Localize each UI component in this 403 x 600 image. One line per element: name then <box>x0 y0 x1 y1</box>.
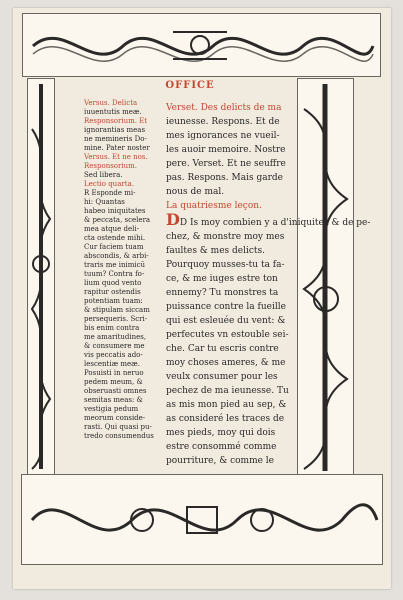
french-line: che. Car tu escris contre <box>166 344 279 354</box>
latin-line: bis enim contra <box>84 324 140 332</box>
latin-line: vis peccatis ado- <box>84 351 143 359</box>
french-line: Verset. Des delicts de ma <box>166 103 282 113</box>
french-line: pas. Respons. Mais garde <box>166 173 283 183</box>
decorative-left-border <box>27 78 55 475</box>
french-line: les auoir memoire. Nostre <box>166 145 286 155</box>
french-line: as mis mon pied au sep, & <box>166 400 287 410</box>
latin-line: Cur faciem tuam <box>84 243 144 251</box>
latin-line: pedem meum, & <box>84 378 143 386</box>
french-line: estre consommé comme <box>166 442 277 452</box>
french-line: puissance contre la fueille <box>166 302 286 312</box>
latin-line: Lectio quarta. <box>84 180 134 188</box>
french-line <box>166 210 371 230</box>
decorative-right-border <box>297 78 354 477</box>
french-line: perfecutes vn estouble sei- <box>166 330 289 340</box>
french-line: qui est esleuée du vent: & <box>166 316 286 326</box>
latin-line: vestigia pedum <box>84 405 139 413</box>
french-line-text: D Is moy combien y a d'iniquitez & de pe- <box>179 218 371 228</box>
french-line: mes ignorances ne vueil- <box>166 131 280 141</box>
french-line: ieunesse. Respons. Et de <box>166 117 280 127</box>
drop-cap: D <box>166 210 180 229</box>
latin-line: mine. Pater noster <box>84 144 150 152</box>
french-line: pechez de ma ieunesse. Tu <box>166 386 289 396</box>
latin-line: & stipulam siccam <box>84 306 150 314</box>
latin-line: & peccata, scelera <box>84 216 151 224</box>
french-line: Pourquoy musses-tu ta fa- <box>166 260 285 270</box>
latin-line: mea atque deli- <box>84 225 139 233</box>
latin-line: ne memineris Do- <box>84 135 147 143</box>
latin-line: hi: Quantas <box>84 198 125 206</box>
french-line: pere. Verset. Et ne seuffre <box>166 159 286 169</box>
latin-line: Responsorium. Et <box>84 117 148 125</box>
latin-line: habeo iniquitates <box>84 207 146 215</box>
latin-line: lium quod vento <box>84 279 142 287</box>
latin-line: Versus. Et ne nos. <box>84 153 148 161</box>
latin-line: abscondis, & arbi- <box>84 252 149 260</box>
latin-line: persequeris. Scri- <box>84 315 148 323</box>
latin-line: tuum? Contra fo- <box>84 270 145 278</box>
latin-line: traris me inimicū <box>84 261 146 269</box>
french-line: moy choses ameres, & me <box>166 358 286 368</box>
latin-line: tredo consumendus <box>84 432 154 440</box>
latin-line: potentiam tuam: <box>84 297 143 305</box>
latin-line: Sed libera. <box>84 171 123 179</box>
french-line: faultes & mes delicts. <box>166 246 265 256</box>
french-line: La quatriesme leçon. <box>166 201 262 211</box>
latin-line: rapitur ostendis <box>84 288 141 296</box>
french-line: chez, & monstre moy mes <box>166 232 285 242</box>
decorative-bottom-border <box>21 474 383 565</box>
latin-line: Posuisti in neruo <box>84 369 144 377</box>
latin-line: me amaritudines, <box>84 333 147 341</box>
latin-text-column <box>84 99 162 441</box>
page-header: OFFICE <box>165 80 215 91</box>
french-line: as consideré les traces de <box>166 414 285 424</box>
latin-line: rasti. Qui quasi pu- <box>84 423 152 431</box>
latin-line: semitas meas: & <box>84 396 143 404</box>
french-line: pourriture, & comme le <box>166 456 275 466</box>
french-line: ce, & me iuges estre ton <box>166 274 278 284</box>
latin-line: obseruasti omnes <box>84 387 147 395</box>
latin-line: lescentiæ meæ. <box>84 360 140 368</box>
latin-line: ignorantias meas <box>84 126 146 134</box>
latin-line: & consumere me <box>84 342 145 350</box>
latin-line: iuuentutis meæ. <box>84 108 142 116</box>
latin-line: meorum conside- <box>84 414 146 422</box>
decorative-top-border <box>22 13 381 77</box>
latin-line: Responsorium. <box>84 162 137 170</box>
french-line: veulx consumer pour les <box>166 372 278 382</box>
latin-line: R Esponde mi- <box>84 189 136 197</box>
latin-line: cta ostende mihi. <box>84 234 146 242</box>
french-line: nous de mal. <box>166 187 225 197</box>
latin-line: Versus. Delicta <box>84 99 138 107</box>
french-line: mes pieds, moy qui dois <box>166 428 276 438</box>
french-line: ennemy? Tu monstres ta <box>166 288 279 298</box>
french-text-column <box>166 101 371 468</box>
